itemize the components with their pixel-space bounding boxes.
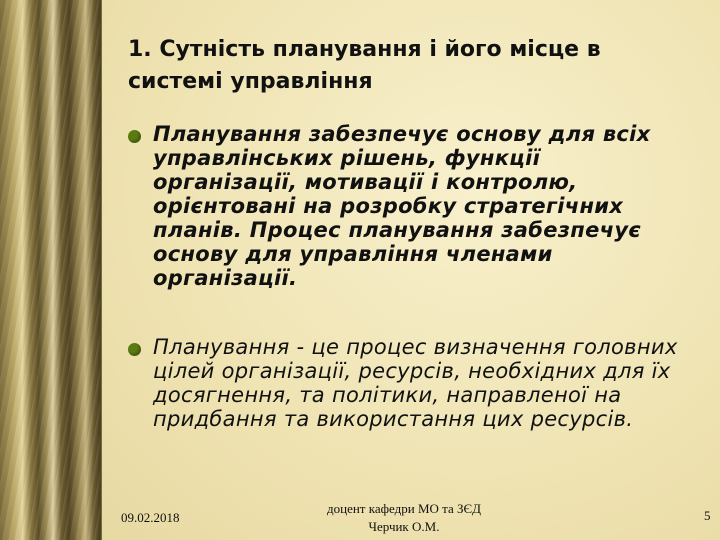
bullet-item (128, 335, 688, 431)
footer-author-position: доцент кафедри МО та ЗЄД (327, 501, 481, 516)
bullet-text: Планування забезпечує основу для всіх управлінських рішень, функції організації, мотивації і контролю, орієнтовані на розробку стратегічних планів. Процес планування забезпечує основу для управління членами організації. (153, 122, 651, 290)
slide-title: 1. Сутність планування і його місце в системі управління (128, 37, 601, 94)
bullet-dot-icon (128, 343, 141, 356)
bullet-item (128, 122, 688, 290)
decorative-gold-band (0, 0, 102, 540)
bullet-text: Планування - це процес визначення головних цілей організації, ресурсів, необхідних для їх досягнення, та політики, направленої на придбання та використання цих ресурсів. (153, 335, 678, 431)
bullet-dot-icon (128, 130, 141, 143)
footer-author (300, 500, 508, 536)
footer-author-name: Черчик О.М. (368, 519, 440, 534)
footer-date: 09.02.2018 (121, 510, 180, 525)
page-number: 5 (704, 508, 711, 523)
